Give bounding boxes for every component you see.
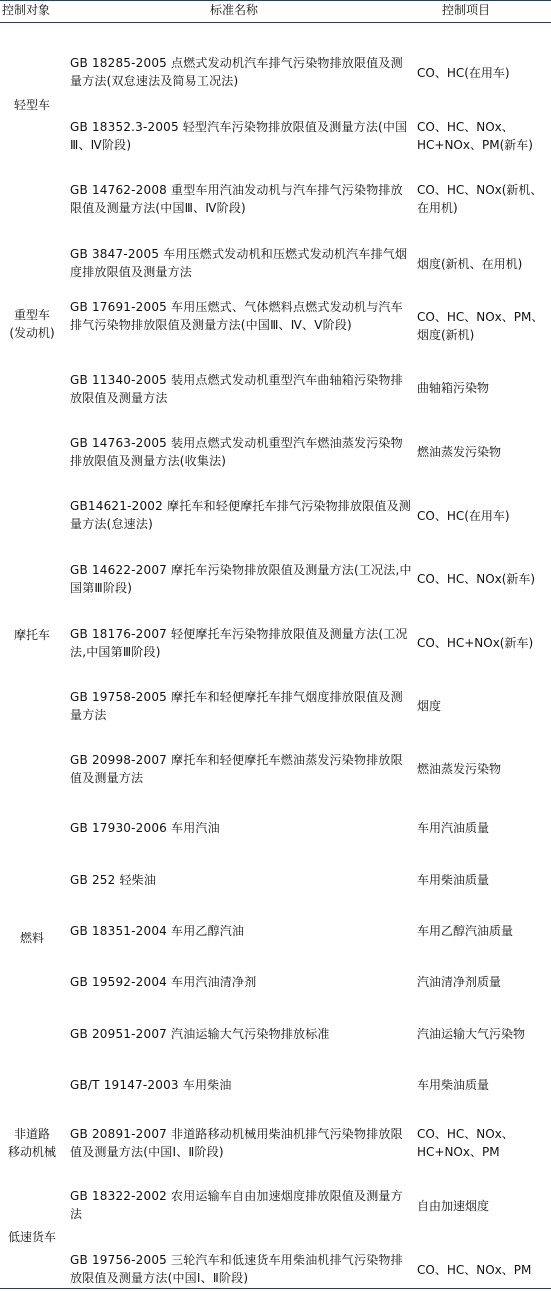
control-item: 车用汽油质量 bbox=[417, 821, 490, 835]
control-item: CO、HC、NOx(新车) bbox=[417, 572, 536, 586]
standard-name: GB 19756-2005 三轮汽车和低速货车用柴油机排气污染物排放限值及测量方法(中国Ⅰ、Ⅱ阶段) bbox=[70, 1253, 403, 1285]
standard-name: GB 11340-2005 装用点燃式发动机重型汽车曲轴箱污染物排放限值及测量方法 bbox=[70, 373, 403, 405]
control-item: 车用乙醇汽油质量 bbox=[417, 924, 514, 938]
standard-name: GB 252 轻柴油 bbox=[70, 873, 157, 887]
control-item: CO、HC、NOx、HC+NOx、PM bbox=[417, 1127, 514, 1159]
standard-name: GB 19758-2005 摩托车和轻便摩托车排气烟度排放限值及测量方法 bbox=[70, 690, 403, 722]
group-heavy-vehicle: 重型车 (发动机) bbox=[9, 308, 55, 340]
control-item: 车用柴油质量 bbox=[417, 1078, 490, 1092]
group-motorcycle: 摩托车 bbox=[13, 628, 50, 642]
standard-name: GB 14762-2008 重型车用汽油发动机与汽车排气污染物排放限值及测量方法(中国Ⅲ、Ⅳ阶段) bbox=[70, 183, 403, 215]
group-low-speed-truck: 低速货车 bbox=[7, 1230, 56, 1244]
table-top-rule bbox=[0, 0, 551, 1]
control-item: CO、HC、NOx(新机、在用机) bbox=[417, 183, 543, 215]
group-offroad-machinery: 非道路 移动机械 bbox=[7, 1127, 56, 1159]
control-item: 燃油蒸发污染物 bbox=[417, 762, 502, 776]
control-item: CO、HC、NOx、PM、烟度(新机) bbox=[417, 310, 544, 342]
control-item: 曲轴箱污染物 bbox=[417, 381, 490, 395]
control-item: CO、HC、NOx、PM bbox=[417, 1263, 532, 1277]
table-header-rule bbox=[0, 22, 551, 23]
standard-name: GB 18322-2002 农用运输车自由加速烟度排放限值及测量方法 bbox=[70, 1189, 403, 1221]
control-item: 车用柴油质量 bbox=[417, 873, 490, 887]
standard-name: GB 17930-2006 车用汽油 bbox=[70, 821, 220, 835]
standard-name: GB 20891-2007 非道路移动机械用柴油机排气污染物排放限值及测量方法(中国Ⅰ、Ⅱ阶段) bbox=[70, 1127, 403, 1159]
standard-name: GB 14622-2007 摩托车污染物排放限值及测量方法(工况法,中国第Ⅲ阶段) bbox=[70, 563, 412, 595]
control-item: 汽油清净剂质量 bbox=[417, 975, 502, 989]
standard-name: GB 17691-2005 车用压燃式、气体燃料点燃式发动机与汽车排气污染物排放限值及测量方法(中国Ⅲ、Ⅳ、Ⅴ阶段) bbox=[70, 300, 403, 332]
standard-name: GB 18351-2004 车用乙醇汽油 bbox=[70, 924, 245, 938]
control-item: 自由加速烟度 bbox=[417, 1199, 490, 1213]
standard-name: GB 18285-2005 点燃式发动机汽车排气污染物排放限值及测量方法(双怠速法及简易工况法) bbox=[70, 56, 403, 88]
standard-name: GB 20951-2007 汽油运输大气污染物排放标准 bbox=[70, 1027, 330, 1041]
standard-name: GB 3847-2005 车用压燃式发动机和压燃式发动机汽车排气烟度排放限值及测量方法 bbox=[70, 247, 408, 279]
standard-name: GB 19592-2004 车用汽油清净剂 bbox=[70, 975, 257, 989]
standard-name: GB 20998-2007 摩托车和轻便摩托车燃油蒸发污染物排放限值及测量方法 bbox=[70, 753, 403, 785]
standard-name: GB14621-2002 摩托车和轻便摩托车排气污染物排放限值及测量方法(怠速法) bbox=[70, 499, 411, 531]
group-fuel: 燃料 bbox=[19, 931, 44, 945]
standard-name: GB 18176-2007 轻便摩托车污染物排放限值及测量方法(工况法,中国第Ⅲ阶段) bbox=[70, 627, 408, 659]
header-control-item: 控制项目 bbox=[442, 3, 491, 17]
control-item: CO、HC+NOx(新车) bbox=[417, 636, 534, 650]
header-standard-name: 标准名称 bbox=[210, 3, 259, 17]
control-item: CO、HC(在用车) bbox=[417, 66, 510, 80]
table-bottom-rule bbox=[0, 1288, 551, 1289]
standard-name: GB 18352.3-2005 轻型汽车污染物排放限值及测量方法(中国Ⅲ、Ⅳ阶段) bbox=[70, 120, 408, 152]
control-item: CO、HC(在用车) bbox=[417, 509, 510, 523]
control-item: 汽油运输大气污染物 bbox=[417, 1027, 526, 1041]
group-light-vehicle: 轻型车 bbox=[13, 98, 50, 112]
control-item: 烟度(新机、在用机) bbox=[417, 257, 523, 271]
standard-name: GB 14763-2005 装用点燃式发动机重型汽车燃油蒸发污染物排放限值及测量方法(收集法) bbox=[70, 436, 403, 468]
header-control-object: 控制对象 bbox=[2, 3, 51, 17]
control-item: 燃油蒸发污染物 bbox=[417, 445, 502, 459]
control-item: CO、HC、NOx、HC+NOx、PM(新车) bbox=[417, 120, 533, 152]
standard-name: GB/T 19147-2003 车用柴油 bbox=[70, 1078, 232, 1092]
control-item: 烟度 bbox=[417, 699, 442, 713]
